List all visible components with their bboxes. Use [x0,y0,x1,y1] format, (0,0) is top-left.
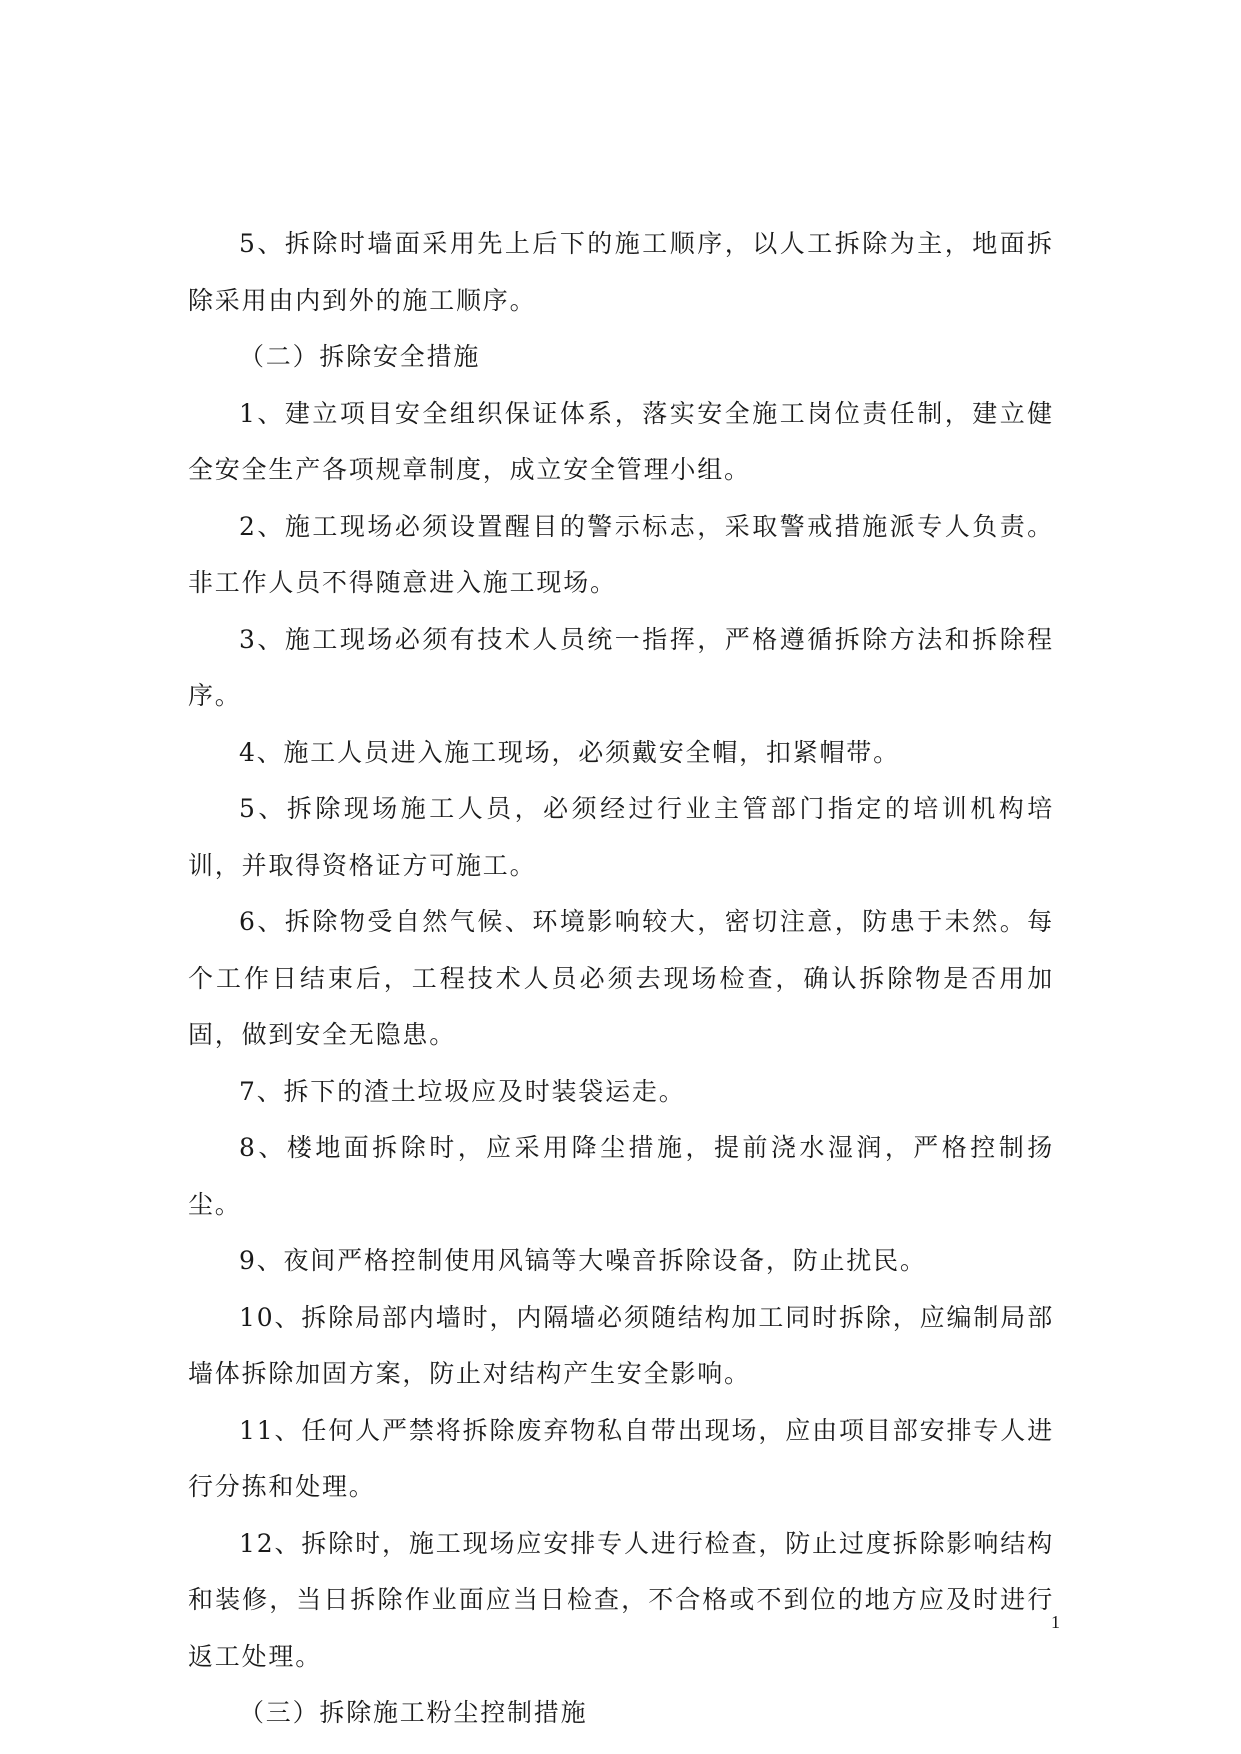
paragraph-item-5: 5、拆除现场施工人员，必须经过行业主管部门指定的培训机构培训，并取得资格证方可施工。 [188,794,1054,880]
paragraph-item-2: 2、施工现场必须设置醒目的警示标志，采取警戒措施派专人负责。非工作人员不得随意进入施工现场。 [188,511,1054,597]
section-heading-dust-control: （三）拆除施工粉尘控制措施 [239,1698,588,1727]
paragraph-item-4: 4、施工人员进入施工现场，必须戴安全帽，扣紧帽带。 [239,737,900,767]
page-number: 1 [1051,1612,1060,1632]
paragraph-item-5-order: 5、拆除时墙面采用先上后下的施工顺序，以人工拆除为主，地面拆除采用由内到外的施工顺序。 [188,229,1054,315]
document-body [188,216,1054,1742]
paragraph-item-10: 10、拆除局部内墙时，内隔墙必须随结构加工同时拆除，应编制局部墙体拆除加固方案，防止对结构产生安全影响。 [188,1302,1054,1388]
paragraph-item-7: 7、拆下的渣土垃圾应及时装袋运走。 [239,1076,686,1106]
paragraph-item-9: 9、夜间严格控制使用风镐等大噪音拆除设备，防止扰民。 [239,1246,927,1275]
paragraph-item-6: 6、拆除物受自然气候、环境影响较大，密切注意，防患于未然。每个工作日结束后，工程技术人员必须去现场检查，确认拆除物是否用加固，做到安全无隐患。 [188,907,1054,1049]
paragraph-item-12: 12、拆除时，施工现场应安排专人进行检查，防止过度拆除影响结构和装修，当日拆除作业面应当日检查，不合格或不到位的地方应及时进行返工处理。 [188,1528,1054,1671]
section-heading-safety: （二）拆除安全措施 [239,342,481,371]
paragraph-item-11: 11、任何人严禁将拆除废弃物私自带出现场，应由项目部安排专人进行分拣和处理。 [188,1415,1054,1501]
paragraph-item-3: 3、施工现场必须有技术人员统一指挥，严格遵循拆除方法和拆除程序。 [188,624,1054,710]
paragraph-item-1: 1、建立项目安全组织保证体系，落实安全施工岗位责任制，建立健全安全生产各项规章制度，成立安全管理小组。 [188,398,1054,484]
paragraph-item-8: 8、楼地面拆除时，应采用降尘措施，提前浇水湿润，严格控制扬尘。 [188,1133,1054,1219]
